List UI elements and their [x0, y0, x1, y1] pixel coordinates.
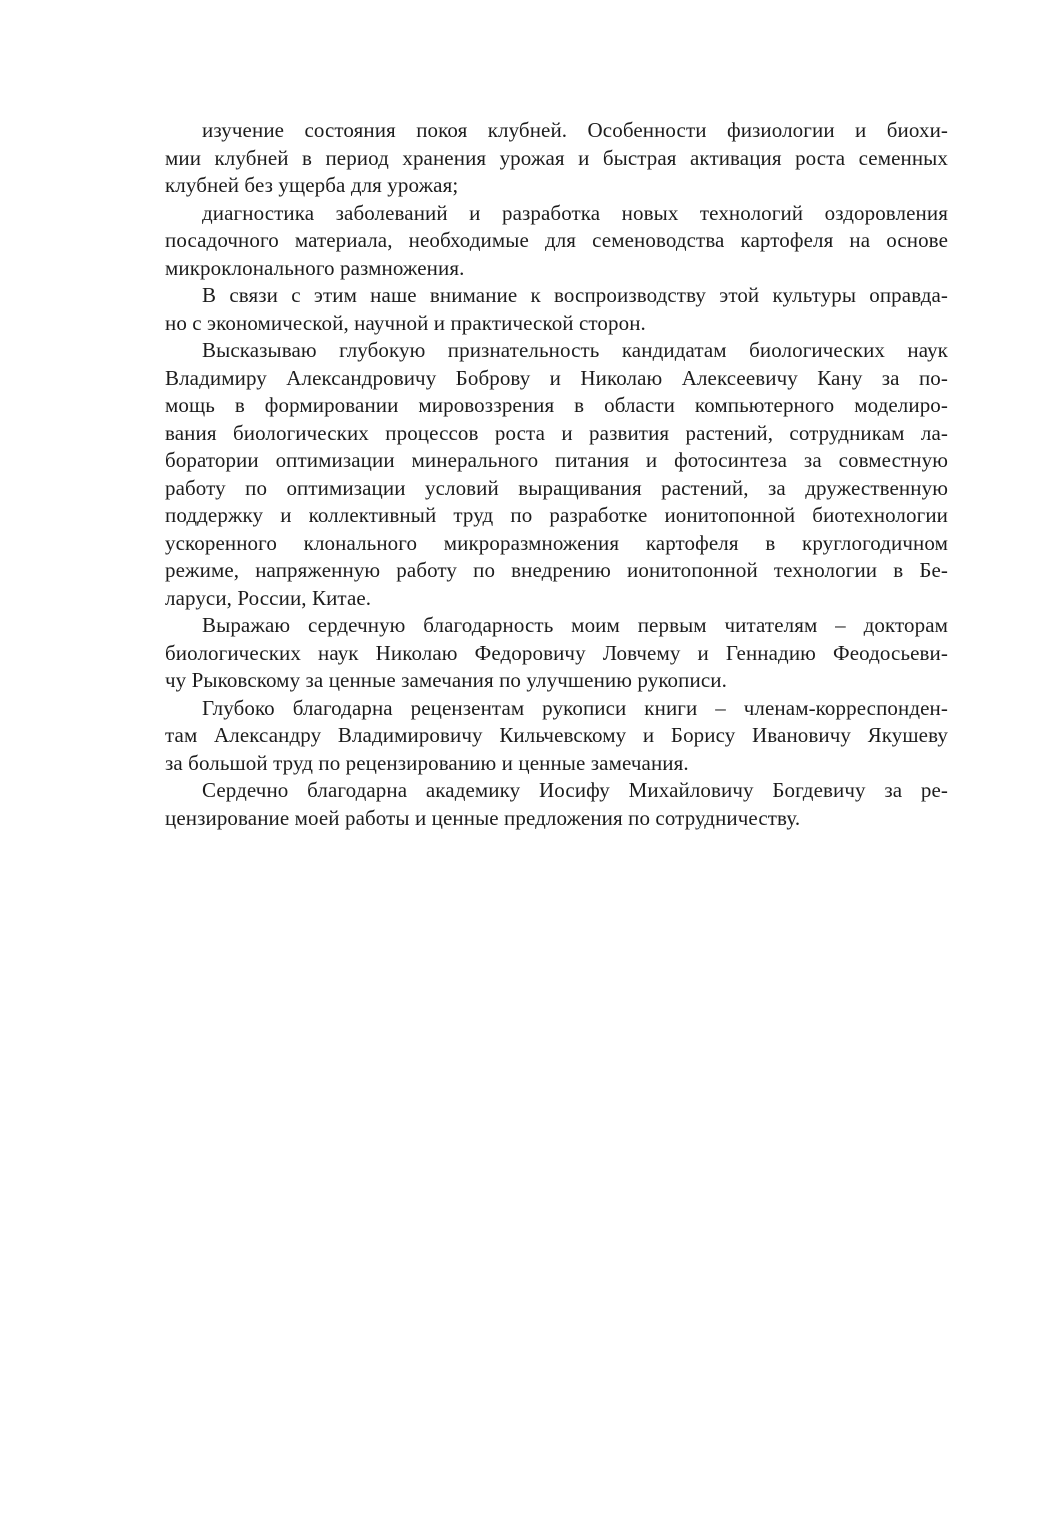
text-line: Выражаю сердечную благодарность моим первым читателям – докторам [202, 613, 948, 637]
text-block [165, 117, 948, 832]
text-line: диагностика заболеваний и разработка новых технологий оздоровления [202, 200, 948, 225]
text-line: Высказываю глубокую признательность кандидатам биологических наук [202, 338, 948, 362]
text-line: за большой труд по рецензированию и ценные замечания. [165, 750, 689, 775]
paragraph [165, 337, 948, 612]
text-line: биологических наук Николаю Федоровичу Ловчему и Геннадию Феодосьеви- [165, 640, 948, 665]
text-line: но с экономической, научной и практической сторон. [165, 310, 646, 335]
text-line: В связи с этим наше внимание к воспроизводству этой культуры оправда- [202, 283, 948, 307]
text-line: клубней без ущерба для урожая; [165, 173, 459, 197]
text-line: работу по оптимизации условий выращивания растений, за дружественную [165, 475, 948, 500]
paragraph [165, 282, 948, 337]
text-line: ларуси, России, Китае. [165, 585, 372, 610]
text-line: Глубоко благодарна рецензентам рукописи книги – членам-корреспонден- [202, 695, 948, 720]
paragraph [165, 777, 948, 832]
paragraph [165, 200, 948, 283]
text-line: мии клубней в период хранения урожая и быстрая активация роста семенных [165, 145, 948, 170]
paragraph [165, 695, 948, 778]
text-line: цензирование моей работы и ценные предложения по сотрудничеству. [165, 805, 801, 830]
text-line: Владимиру Александровичу Боброву и Николаю Алексеевичу Кану за по- [165, 365, 948, 390]
text-line: ускоренного клонального микроразмножения картофеля в круглогодичном [165, 530, 948, 555]
text-line: вания биологических процессов роста и развития растений, сотрудникам ла- [165, 420, 948, 445]
text-line: изучение состояния покоя клубней. Особенности физиологии и биохи- [202, 118, 948, 142]
text-line: режиме, напряженную работу по внедрению ионитопонной технологии в Бе- [165, 558, 948, 582]
text-line: посадочного материала, необходимые для семеноводства картофеля на основе [165, 228, 948, 252]
text-line: мощь в формировании мировоззрения в области компьютерного моделиро- [165, 393, 948, 417]
text-line: Сердечно благодарна академику Иосифу Михайловичу Богдевичу за ре- [202, 778, 948, 802]
text-line: микроклонального размножения. [165, 255, 465, 280]
text-line: чу Рыковскому за ценные замечания по улучшению рукописи. [165, 668, 727, 692]
text-line: поддержку и коллективный труд по разработке ионитопонной биотехнологии [165, 503, 948, 527]
text-line: боратории оптимизации минерального питания и фотосинтеза за совместную [165, 448, 948, 472]
paragraph [165, 117, 948, 200]
text-line: там Александру Владимировичу Кильчевскому и Борису Ивановичу Якушеву [165, 723, 948, 747]
paragraph [165, 612, 948, 695]
